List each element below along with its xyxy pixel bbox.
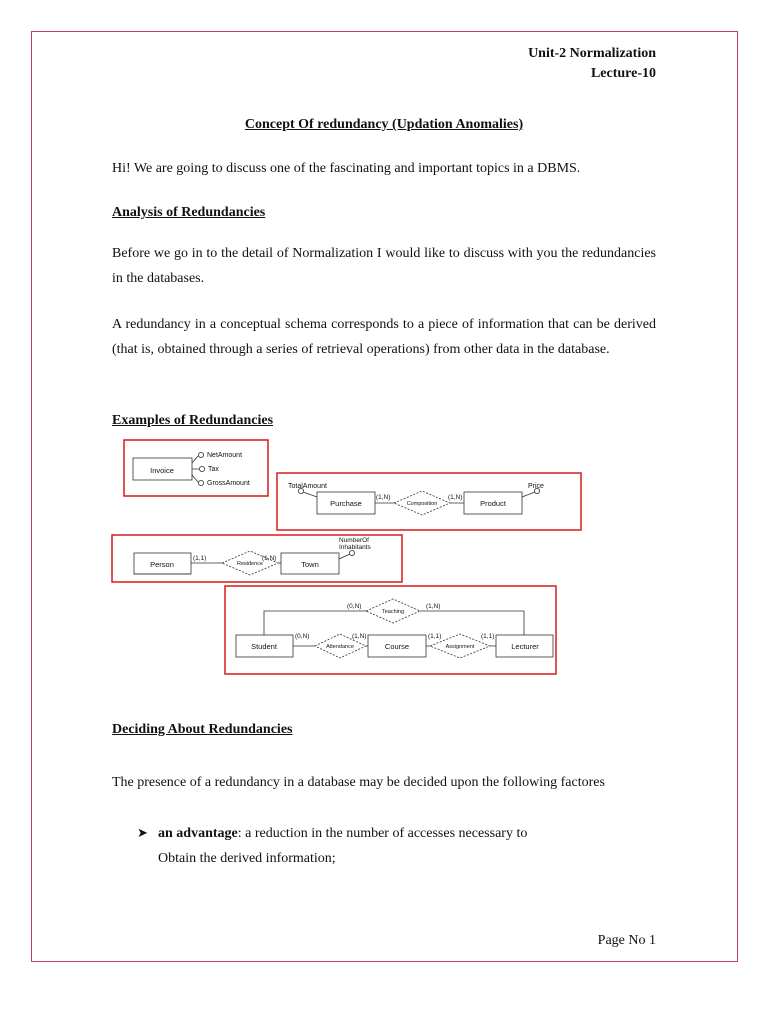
lecturer-entity-label: Lecturer xyxy=(511,642,539,651)
deciding-heading: Deciding About Redundancies xyxy=(112,722,293,737)
invoice-attr-gross: GrossAmount xyxy=(207,480,250,487)
arrow-bullet-icon: ➤ xyxy=(137,825,148,840)
analysis-paragraph-2: A redundancy in a conceptual schema corresponds to a piece of information that can be derived (that is, obtained through a series of retrieval operations) from other data in the database. xyxy=(112,317,656,357)
analysis-heading: Analysis of Redundancies xyxy=(112,205,266,220)
purchase-attr-total: TotalAmount xyxy=(288,483,327,490)
teaching-label: Teaching xyxy=(381,609,405,615)
teaching-card-1: (0,N) xyxy=(347,603,362,610)
page-title: Concept Of redundancy (Updation Anomalies) xyxy=(244,117,524,132)
page-number: Page No 1 xyxy=(597,933,656,948)
lecture-header: Lecture-10 xyxy=(590,66,656,81)
purchase-entity-label: Purchase xyxy=(330,499,362,508)
intro-paragraph: Hi! We are going to discuss one of the fascinating and important topics in a DBMS. xyxy=(112,161,581,176)
person-card-1: (1,1) xyxy=(193,555,207,562)
bullet-item xyxy=(158,821,656,846)
attendance-label: Attendance xyxy=(326,644,354,650)
town-attr-line-1: NumberOf xyxy=(339,537,369,544)
teaching-card-2: (1,N) xyxy=(426,603,441,610)
purchase-card-1: (1,N) xyxy=(376,494,391,501)
invoice-entity-label: Invoice xyxy=(150,466,174,475)
assignment-card-1: (1,1) xyxy=(428,633,442,640)
attendance-card-1: (0,N) xyxy=(295,633,310,640)
product-attr-price: Price xyxy=(528,483,544,490)
town-entity-label: Town xyxy=(301,560,319,569)
attendance-card-2: (1,N) xyxy=(352,633,367,640)
bullet-text: : a reduction in the number of accesses necessary to xyxy=(237,826,528,841)
residence-label: Residence xyxy=(237,561,263,567)
assignment-label: Assignment xyxy=(445,644,475,650)
invoice-attr-tax: Tax xyxy=(208,466,219,473)
deciding-paragraph: The presence of a redundancy in a database may be decided upon the following factores xyxy=(112,775,605,790)
bullet-bold-term: an advantage xyxy=(158,826,238,841)
unit-header: Unit-2 Normalization xyxy=(528,46,656,61)
bullet-continuation: Obtain the derived information; xyxy=(158,851,336,866)
town-attr-line-2: Inhabitants xyxy=(339,544,371,551)
examples-heading: Examples of Redundancies xyxy=(112,413,274,428)
town-card-1: (1,N) xyxy=(262,555,277,562)
analysis-paragraph-1: Before we go in to the detail of Normalization I would like to discuss with you the redundancies in the databases. xyxy=(112,246,656,286)
product-card-1: (1,N) xyxy=(448,494,463,501)
student-entity-label: Student xyxy=(251,642,277,651)
composition-label: Composition xyxy=(406,501,438,507)
invoice-attr-net: NetAmount xyxy=(207,452,243,459)
student-frame xyxy=(225,586,556,674)
assignment-card-2: (1,1) xyxy=(481,633,495,640)
person-entity-label: Person xyxy=(150,560,174,569)
course-entity-label: Course xyxy=(384,642,410,651)
product-entity-label: Product xyxy=(480,499,506,508)
